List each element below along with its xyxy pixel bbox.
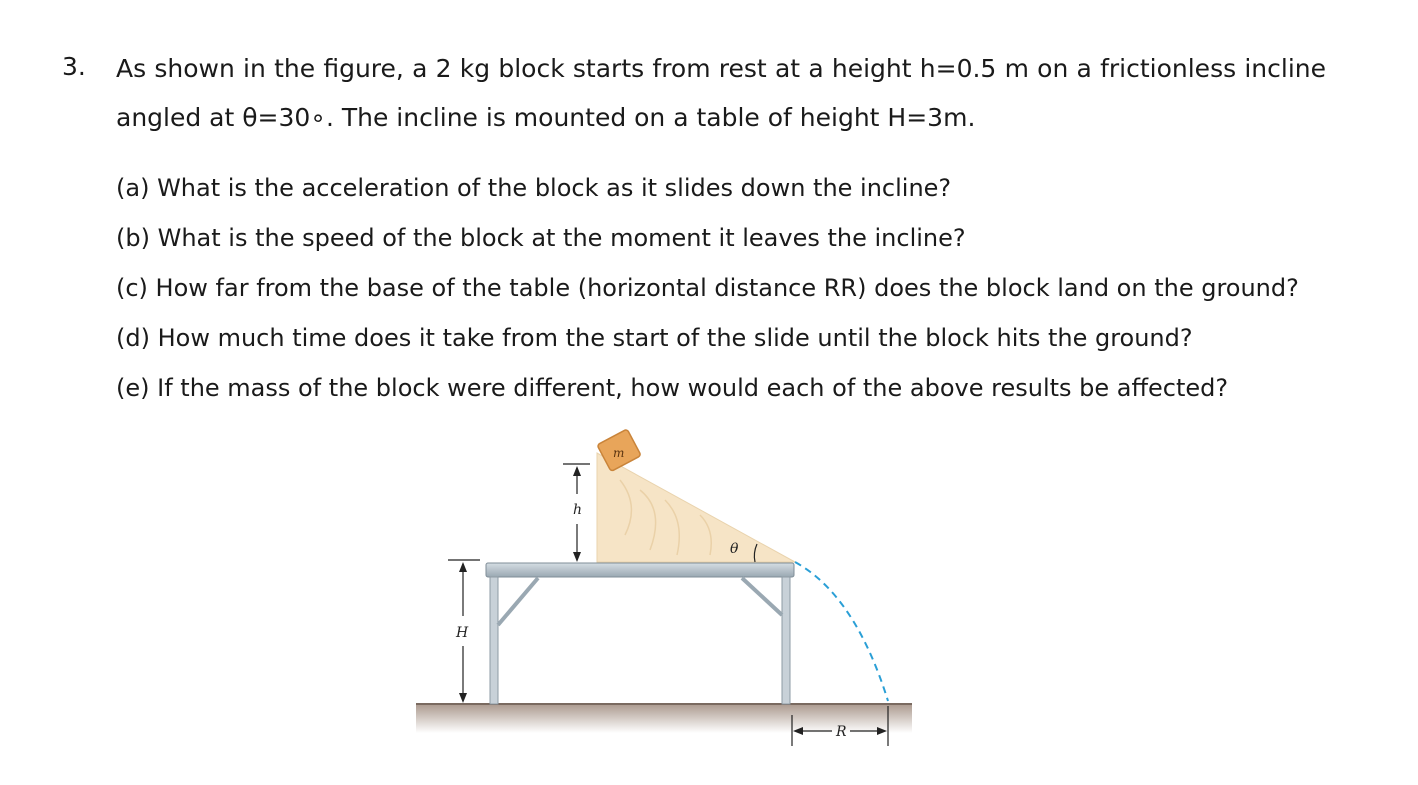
h-arrowhead-up xyxy=(573,466,581,476)
physics-figure xyxy=(400,420,920,760)
H-arrowhead-down xyxy=(459,693,467,703)
block-label: m xyxy=(613,446,625,460)
H-label: H xyxy=(456,625,469,641)
table-brace-left xyxy=(498,578,538,625)
h-label: h xyxy=(573,502,583,518)
figure-svg xyxy=(400,420,920,760)
part-b: (b) What is the speed of the block at the moment it leaves the incline? xyxy=(116,224,966,252)
problem-stem: As shown in the figure, a 2 kg block starts from rest at a height h=0.5 m on a frictionless incline angled at θ=30∘. The incline is mounted on a table of height H=3m. xyxy=(116,54,1326,132)
table-top xyxy=(486,563,794,577)
angle-label: θ xyxy=(730,541,739,557)
incline-wedge xyxy=(597,453,795,562)
problem-number: 3. xyxy=(62,52,86,81)
H-arrowhead-up xyxy=(459,562,467,572)
trajectory xyxy=(795,562,888,701)
R-label: R xyxy=(836,724,847,740)
h-arrowhead-down xyxy=(573,552,581,562)
part-c: (c) How far from the base of the table (horizontal distance RR) does the block land on the ground? xyxy=(116,274,1299,302)
part-e: (e) If the mass of the block were different, how would each of the above results be affected? xyxy=(116,374,1229,402)
table-leg-right xyxy=(782,577,790,704)
problem-parts xyxy=(116,170,1299,420)
table-leg-left xyxy=(490,577,498,704)
part-a: (a) What is the acceleration of the block as it slides down the incline? xyxy=(116,174,952,202)
table-brace-right xyxy=(742,578,782,615)
part-d: (d) How much time does it take from the start of the slide until the block hits the ground? xyxy=(116,324,1193,352)
